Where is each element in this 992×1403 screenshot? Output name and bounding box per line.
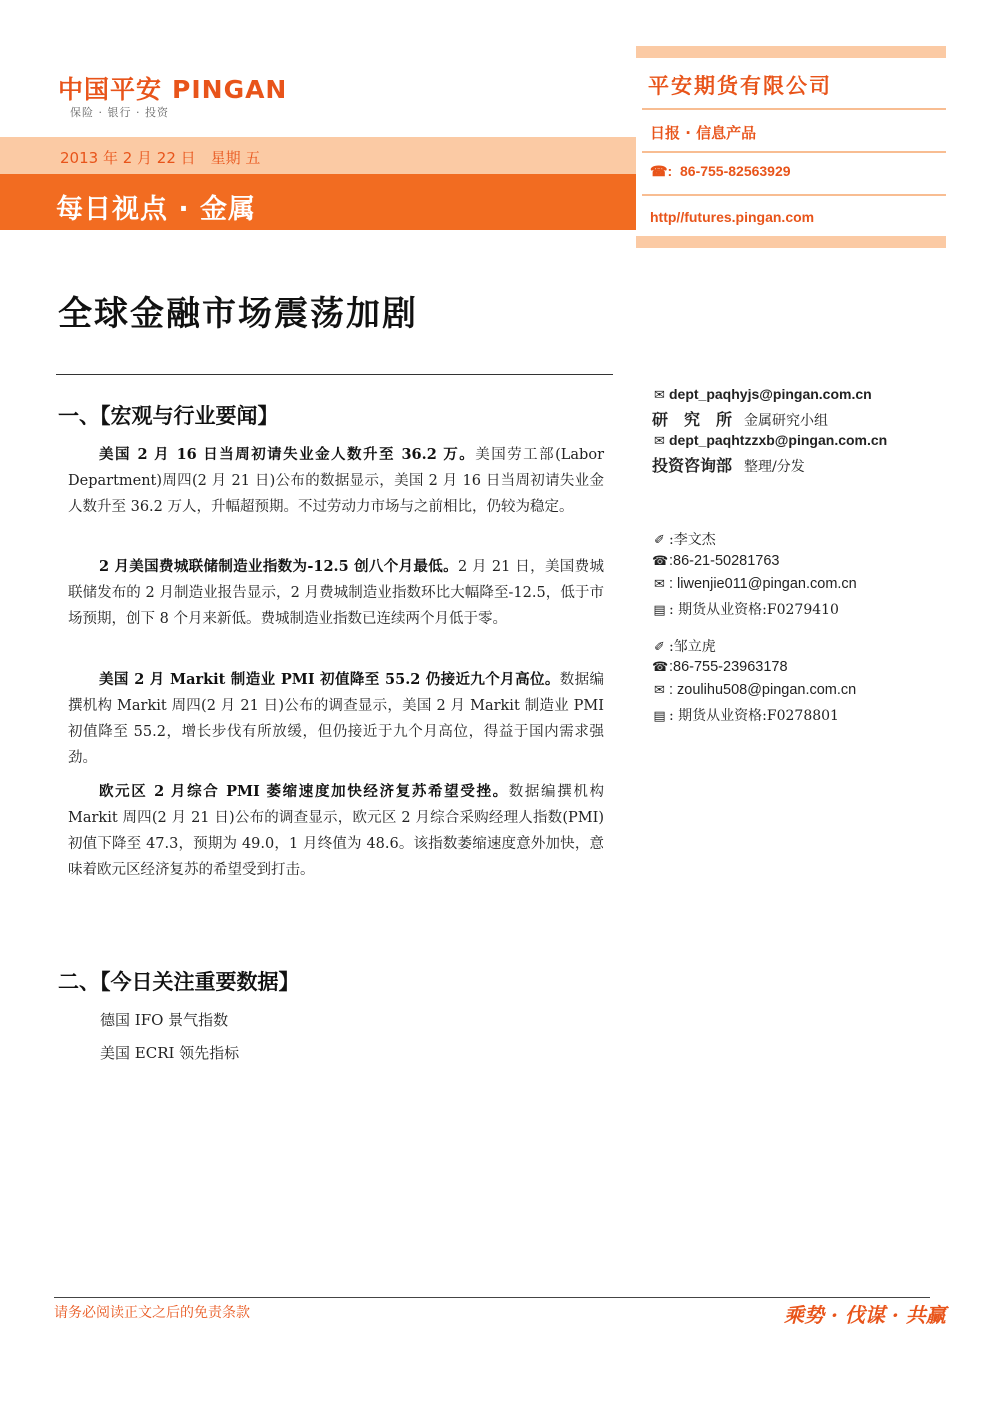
company-slogan: 乘势 · 伐谋 · 共赢 [784,1303,946,1327]
disclaimer-link[interactable]: 请务必阅读正文之后的免责条款 [54,1305,250,1321]
analyst-name [652,636,716,656]
advisory-email-link[interactable] [652,432,887,449]
header-stripe-bottom [636,236,946,248]
phone-icon: ☎ [652,554,669,569]
analyst-email-text[interactable]: : zoulihu508@pingan.com.cn [669,682,857,698]
analyst-license [652,599,839,619]
book-icon: ▤ [653,603,666,618]
news-body: 数据编撰机构 Markit 周四(2 月 21 日)公布的调查显示，欧元区 2 月综合采购经理人指数(PMI)初值下降至 47.3，预期为 49.0，1 月终值为 48.6。该指数萎缩速度意外加快，意味着欧元区经济复苏的希望受到打击。 [68,784,604,878]
news-paragraph [68,667,604,771]
news-lead: 美国 2 月 Markit 制造业 PMI 初值降至 55.2 仍接近九个月高位。 [99,671,560,688]
header-website-link[interactable]: http//futures.pingan.com [650,209,815,225]
news-body: 数据编撰机构 Markit 周四(2 月 21 日)公布的调查显示，美国 2 月 Markit 制造业 PMI 初值降至 55.2，增长步伐有所放缓，但仍接近于九个月高位，得益于国内需求强劲。 [68,672,605,766]
data-item: 德国 IFO 景气指数 [100,1011,229,1029]
header-phone-number: 86-755-82563929 [680,163,791,179]
analyst-email[interactable] [652,682,856,698]
news-lead: 欧元区 2 月综合 PMI 萎缩速度加快经济复苏希望受挫。 [99,783,509,800]
section-heading-data: 二、【今日关注重要数据】 [58,970,300,994]
envelope-icon: ✉ [654,388,665,403]
pingan-logo [58,70,287,106]
research-dept-value: 金属研究小组 [744,413,829,429]
news-lead: 2 月美国费城联储制造业指数为-12.5 创八个月最低。 [99,558,458,575]
title-rule [56,374,613,375]
news-paragraph [68,442,604,520]
envelope-icon: ✉ [654,434,665,449]
envelope-icon: ✉ [654,683,665,698]
product-type: 日报 · 信息产品 [650,124,757,142]
analyst-name-text: :李文杰 [669,532,716,548]
header-divider [642,194,946,196]
advisory-email[interactable]: dept_paqhtzzxb@pingan.com.cn [669,432,888,448]
report-date: 2013 年 2 月 22 日 星期 五 [60,149,261,167]
analyst-phone-text: :86-21-50281763 [669,553,780,569]
header-divider [642,108,946,110]
research-email-link[interactable] [652,386,872,403]
news-body: 2 月 21 日，美国费城联储发布的 2 月制造业报告显示，2 月费城制造业指数环比大幅降至-12.5，低于市场预期，创下 8 个月来新低。费城制造业指数已连续两个月低于零。 [68,559,604,627]
logo-english-text: PINGAN [172,75,288,104]
header-stripe-top [636,46,946,58]
analyst-phone [652,659,788,675]
research-email[interactable]: dept_paqhyjs@pingan.com.cn [669,386,872,402]
header-divider [642,151,946,153]
advisory-dept-value: 整理/分发 [744,459,805,475]
header-phone [650,163,791,180]
advisory-dept [652,453,805,476]
pen-icon: ✐ [654,533,665,548]
analyst-name [652,529,716,549]
analyst-email-text[interactable]: : liwenjie011@pingan.com.cn [669,576,857,592]
research-dept-label: 研 究 所 [652,410,733,429]
section-heading-news: 一、【宏观与行业要闻】 [58,404,279,428]
pen-icon: ✐ [654,640,665,655]
analyst-license-text: : 期货从业资格:F0278801 [669,708,839,724]
analyst-phone [652,553,779,569]
research-dept [652,407,828,430]
company-name: 平安期货有限公司 [648,74,832,98]
news-paragraph [68,554,604,632]
analyst-license-text: : 期货从业资格:F0279410 [669,602,839,618]
analyst-license [652,705,839,725]
phone-icon: ☎ [652,660,669,675]
logo-tagline: 保险 · 银行 · 投资 [70,106,169,119]
phone-icon: ☎: [650,163,673,179]
news-lead: 美国 2 月 16 日当周初请失业金人数升至 36.2 万。 [99,446,476,463]
footer-rule [54,1297,930,1298]
book-icon: ▤ [653,709,666,724]
report-section-title: 每日视点 · 金属 [56,194,257,225]
data-item: 美国 ECRI 领先指标 [100,1044,240,1062]
news-paragraph [68,779,604,883]
logo-chinese-text: 中国平安 [58,75,163,104]
analyst-phone-text: :86-755-23963178 [669,659,788,675]
advisory-dept-label: 投资咨询部 [652,456,733,475]
analyst-email[interactable] [652,576,857,592]
analyst-name-text: :邹立虎 [669,639,716,655]
page-title: 全球金融市场震荡加剧 [58,294,418,334]
envelope-icon: ✉ [654,577,665,592]
news-body: 美国劳工部(Labor Department)周四(2 月 21 日)公布的数据显示，美国 2 月 16 日当周初请失业金人数升至 36.2 万人，升幅超预期。不过劳动力市场与之前相比，仍较为稳定。 [68,447,605,515]
